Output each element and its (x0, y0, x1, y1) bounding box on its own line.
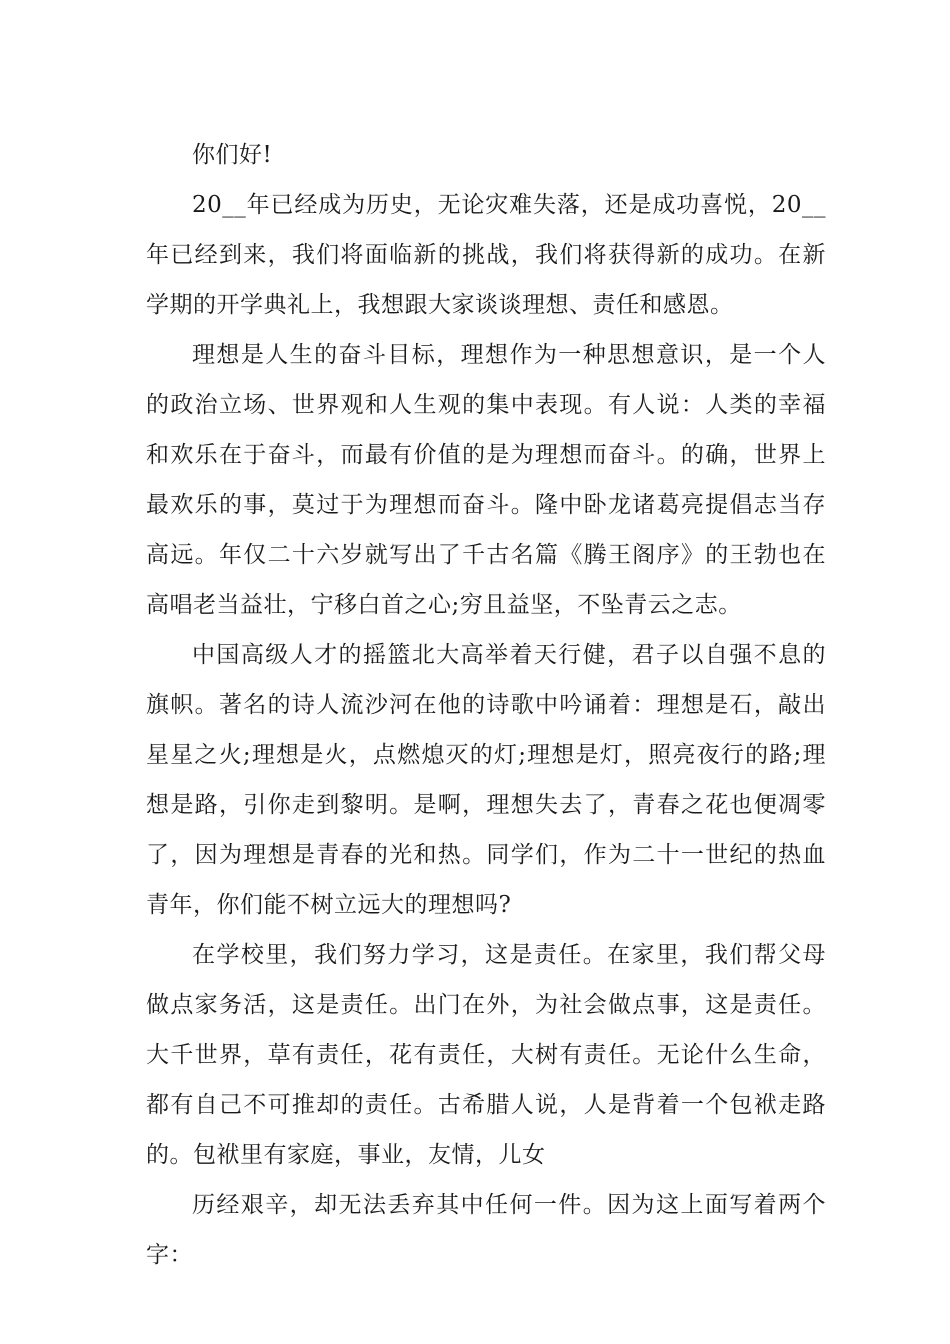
paragraph-new-year: 20__年已经成为历史，无论灾难失落，还是成功喜悦，20__年已经到来，我们将面临新的挑战，我们将获得新的成功。在新学期的开学典礼上，我想跟大家谈谈理想、责任和感恩。 (146, 192, 826, 318)
document-body (146, 130, 826, 1280)
paragraph-ideals: 理想是人生的奋斗目标，理想作为一种思想意识，是一个人的政治立场、世界观和人生观的集中表现。有人说：人类的幸福和欢乐在于奋斗，而最有价值的是为理想而奋斗。的确，世界上最欢乐的事，莫过于为理想而奋斗。隆中卧龙诸葛亮提倡志当存高远。年仅二十六岁就写出了千古名篇《腾王阁序》的王勃也在高唱老当益壮，宁移白首之心;穷且益坚，不坠青云之志。 (146, 342, 826, 618)
paragraph-hardship: 历经艰辛，却无法丢弃其中任何一件。因为这上面写着两个字： (146, 1192, 826, 1268)
paragraph-responsibility: 在学校里，我们努力学习，这是责任。在家里，我们帮父母做点家务活，这是责任。出门在外，为社会做点事，这是责任。大千世界，草有责任，花有责任，大树有责任。无论什么生命，都有自己不可推却的责任。古希腊人说，人是背着一个包袱走路的。包袱里有家庭，事业，友情，儿女 (146, 942, 826, 1168)
paragraph-peking-university: 中国高级人才的摇篮北大高举着天行健，君子以自强不息的旗帜。著名的诗人流沙河在他的诗歌中吟诵着：理想是石，敲出星星之火;理想是火，点燃熄灭的灯;理想是灯，照亮夜行的路;理想是路，引你走到黎明。是啊，理想失去了，青春之花也便凋零了，因为理想是青春的光和热。同学们，作为二十一世纪的热血青年，你们能不树立远大的理想吗? (146, 642, 826, 918)
greeting-paragraph: 你们好! (192, 142, 273, 168)
